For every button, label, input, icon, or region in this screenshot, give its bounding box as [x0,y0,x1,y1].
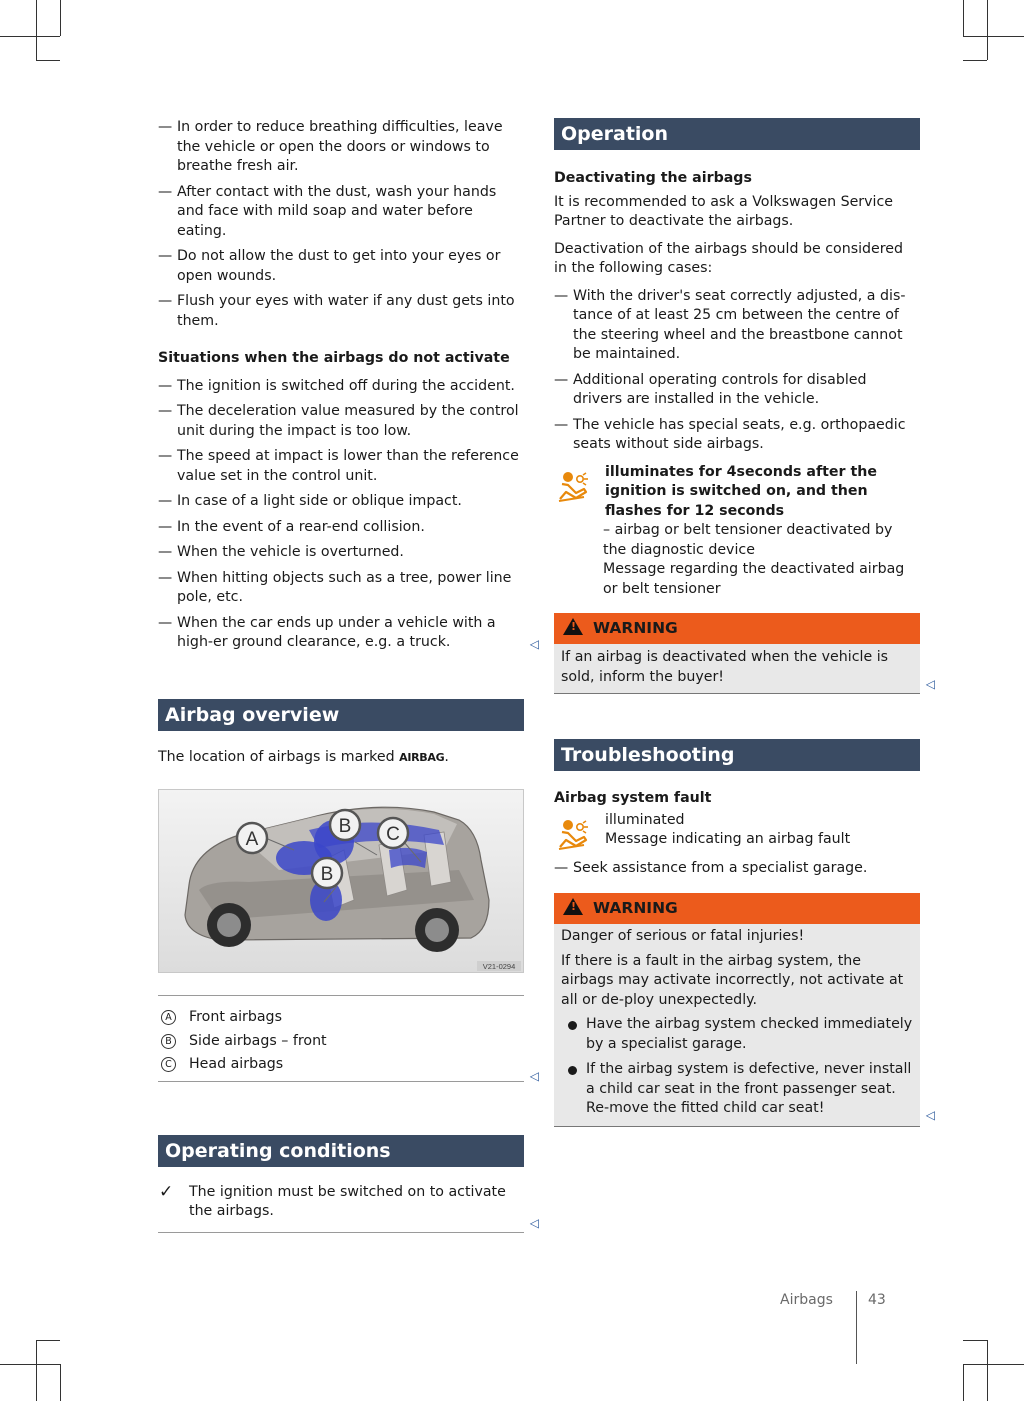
svg-text:B: B [320,864,334,885]
overview-text [158,748,524,768]
figure-code: V21-0294 [482,962,516,971]
crop-mark [60,1364,61,1401]
section-title-operation: Operation [554,118,920,150]
warning-label: WARNING [593,899,678,917]
overview-text-end: . [444,748,449,765]
page-number: 43 [868,1292,886,1308]
svg-text:A: A [245,829,259,850]
warning-box-deactivated [554,613,935,694]
right-column [554,118,935,1127]
list-item: — In order to reduce breathing difficulties, leave the vehicle or open the doors or windows to breathe fresh air. [158,118,524,177]
warning-header [554,893,920,924]
lamp-description [605,811,850,850]
legend-item-b [158,1032,524,1052]
list-item: — Flush your eyes with water if any dust gets into them. [158,292,524,331]
subheading-deactivating: Deactivating the airbags [554,170,752,186]
car-illustration [159,790,523,972]
section-title-operating-conditions: Operating conditions [158,1135,524,1167]
section-end-marker: ◁ [529,1068,539,1083]
warning-bullet: Have the airbag system checked immediately by a specialist garage. [561,1015,913,1054]
lamp-meaning: – airbag or belt tensioner deactivated by the diagnostic device [603,522,893,558]
lamp-message: Message indicating an airbag fault [605,831,851,847]
section-title-airbag-overview: Airbag overview [158,699,524,731]
divider [158,1081,524,1082]
deactivation-cases-list [554,287,920,455]
list-item: — The deceleration value measured by the control unit during the impact is too low. [158,402,524,441]
section-end-marker: ◁ [925,677,935,691]
svg-text:B: B [338,816,352,837]
warning-triangle-icon [563,618,583,635]
section-end-marker: ◁ [529,1215,539,1230]
crop-mark [36,0,37,60]
crop-mark [0,1364,60,1365]
check-icon: ✓ [159,1181,174,1202]
legend-label: Front airbags [189,1009,282,1025]
airbag-figure [158,789,524,973]
crop-mark [963,0,964,36]
condition-text: The ignition must be switched on to activate the airbags. [189,1183,506,1219]
list-item: — When the vehicle is overturned. [158,543,524,563]
crop-mark [987,0,988,60]
list-item: — In the event of a rear-end collision. [158,518,524,538]
footer-section-name: Airbags [780,1292,833,1308]
airbag-warning-lamp-icon [556,815,594,855]
condition-item [158,1181,539,1230]
warning-text: Danger of serious or fatal injuries! [561,928,805,944]
legend-label: Head airbags [189,1056,284,1072]
list-item: — The ignition is switched off during the accident. [158,377,524,397]
crop-mark [0,36,60,37]
warning-label: WARNING [593,619,678,637]
warning-body [554,924,935,1127]
callout-b-lower [312,858,342,888]
paragraph: Deactivation of the airbags should be considered in the following cases: [554,240,904,276]
paragraph: It is recommended to ask a Volkswagen Service Partner to deactivate the airbags. [554,193,894,229]
crop-mark [963,1364,964,1401]
list-item-text: When the car ends up under a vehicle with a high-er ground clearance, e.g. a truck. [177,614,496,650]
list-item [158,614,539,653]
lamp-state: illuminated [605,811,685,828]
lamp-message: Message regarding the deactivated airbag or belt tensioner [603,561,905,597]
section-end-marker: ◁ [925,1107,935,1122]
crop-mark [36,60,60,61]
legend-key: C [161,1057,176,1072]
footer-divider [856,1291,857,1364]
list-item: — Additional operating controls for disabled drivers are installed in the vehicle. [554,371,920,410]
legend-item-a [158,1008,524,1028]
legend-key: B [161,1034,176,1049]
callout-b-upper [330,810,360,840]
legend-item-c [158,1055,524,1075]
warning-body [554,644,935,694]
crop-mark [36,1340,37,1401]
dust-precaution-list [158,118,524,331]
subheading-fault: Airbag system fault [554,790,712,806]
divider [158,1232,524,1233]
left-column [158,118,539,1233]
crop-mark [963,1340,987,1341]
overview-text-body: The location of airbags is marked [158,748,395,765]
no-activate-list [158,377,539,653]
divider [158,995,524,996]
lamp-condition: illuminates for 4seconds after the ignition is switched on, and then flashes for 12 seconds [605,463,877,519]
warning-triangle-icon [563,898,583,915]
warning-header [554,613,920,644]
warning-text: If an airbag is deactivated when the vehicle is sold, inform the buyer! [561,649,889,685]
crop-mark [60,0,61,36]
callout-a [237,823,267,853]
list-item: — With the driver's seat correctly adjusted, a dis-tance of at least 25 cm between the centre of the steering wheel and the breastbone cannot be maintained. [554,287,920,365]
svg-text:C: C [386,824,400,845]
crop-mark [987,1340,988,1401]
legend-key: A [161,1010,176,1025]
subheading-no-activate: Situations when the airbags do not activate [158,350,510,366]
crop-mark [963,1364,1024,1365]
list-item: — After contact with the dust, wash your hands and face with mild soap and water before eating. [158,183,524,242]
figure-legend [158,1008,539,1083]
crop-mark [963,36,1024,37]
list-item: — Seek assistance from a specialist garage. [554,859,920,879]
list-item: — When hitting objects such as a tree, power line pole, etc. [158,569,524,608]
airbag-lamp-deactivated [554,463,920,600]
crop-mark [36,1340,60,1341]
lamp-description [605,463,920,600]
legend-label: Side airbags – front [189,1032,327,1049]
warning-box-fault [554,893,935,1127]
airbag-lamp-fault [554,811,920,855]
list-item: — Do not allow the dust to get into your eyes or open wounds. [158,247,524,286]
list-item: — The speed at impact is lower than the reference value set in the control unit. [158,447,524,486]
callout-c [378,818,408,848]
warning-bullet: If the airbag system is defective, never install a child car seat in the front passenger seat. Re-move the fitted child car seat! [561,1060,913,1119]
crop-mark [963,60,987,61]
warning-text: If there is a fault in the airbag system, the airbags may activate incorrectly, not activate at all or de-ploy unexpectedly. [561,952,904,1008]
section-end-marker: ◁ [529,636,539,651]
airbag-marker: AIRBAG [399,750,445,764]
list-item: — The vehicle has special seats, e.g. orthopaedic seats without side airbags. [554,416,920,455]
list-item: — In case of a light side or oblique impact. [158,492,524,512]
airbag-warning-lamp-icon [556,467,594,507]
section-title-troubleshooting: Troubleshooting [554,739,920,771]
